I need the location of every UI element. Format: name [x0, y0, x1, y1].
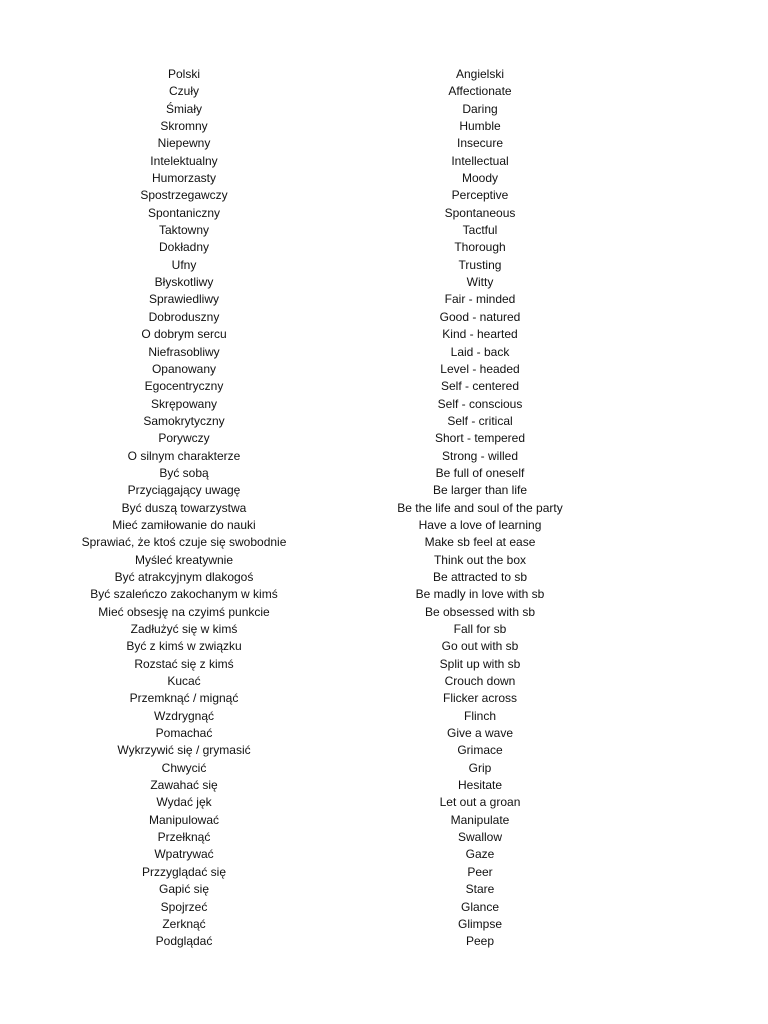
english-term: Humble — [459, 119, 501, 134]
polish-term: O dobrym sercu — [141, 327, 227, 342]
table-row — [0, 586, 768, 603]
polish-term: Spojrzeć — [160, 899, 208, 914]
polish-term: Spostrzegawczy — [140, 188, 228, 203]
english-term: Self - critical — [447, 413, 513, 428]
polish-term: Porywczy — [158, 431, 210, 446]
table-row — [0, 465, 768, 482]
english-term: Intellectual — [451, 153, 509, 168]
table-row — [0, 638, 768, 655]
english-term: Grip — [468, 760, 492, 775]
english-term: Daring — [462, 101, 498, 116]
table-row — [0, 690, 768, 707]
english-term: Fall for sb — [453, 622, 507, 636]
polish-term: Manipulować — [148, 812, 220, 827]
english-term: Flicker across — [442, 691, 518, 706]
table-row — [0, 881, 768, 898]
polish-term: Przyciągający uwagę — [127, 483, 241, 498]
polish-term: Egocentryczny — [144, 379, 224, 394]
english-term: Let out a groan — [439, 795, 521, 810]
english-term: Be larger than life — [432, 483, 528, 498]
polish-term: Dobroduszny — [148, 309, 220, 324]
polish-term: Zerknąć — [162, 916, 206, 931]
table-row — [0, 448, 768, 465]
vocabulary-table — [0, 66, 768, 951]
table-row — [0, 222, 768, 239]
english-term: Laid - back — [450, 344, 510, 359]
english-term: Thorough — [454, 240, 506, 255]
polish-term: Dokładny — [158, 240, 210, 255]
table-row — [0, 500, 768, 517]
english-term: Kind - hearted — [442, 327, 518, 342]
polish-term: Być szaleńczo zakochanym w kimś — [90, 587, 278, 602]
polish-term: Być sobą — [159, 465, 209, 480]
polish-term: Chwycić — [161, 760, 207, 775]
table-row — [0, 413, 768, 430]
english-term: Manipulate — [450, 812, 510, 827]
english-term: Go out with sb — [441, 639, 519, 654]
table-row — [0, 864, 768, 881]
polish-term: Mieć obsesję na czyimś punkcie — [98, 604, 270, 619]
table-row — [0, 135, 768, 152]
table-row — [0, 344, 768, 361]
polish-term: Humorzasty — [151, 171, 217, 186]
table-row — [0, 396, 768, 413]
english-term: Peer — [467, 864, 493, 879]
polish-term: Ufny — [171, 257, 197, 272]
english-term: Be attracted to sb — [432, 569, 528, 584]
polish-term: Przemknąć / mignąć — [129, 691, 239, 706]
english-term: Glimpse — [457, 916, 503, 931]
english-term: Perceptive — [451, 188, 509, 203]
english-term: Give a wave — [446, 726, 514, 741]
polish-term: Gapić się — [158, 882, 210, 897]
table-row — [0, 118, 768, 135]
polish-term: Przełknąć — [157, 830, 211, 845]
table-row — [0, 899, 768, 916]
polish-term: Błyskotliwy — [154, 275, 214, 290]
polish-term: Mieć zamiłowanie do nauki — [112, 517, 256, 532]
table-row — [0, 725, 768, 742]
polish-term: Śmiały — [165, 101, 203, 116]
table-row — [0, 205, 768, 222]
polish-term: O silnym charakterze — [127, 448, 241, 463]
english-term: Gaze — [465, 847, 495, 862]
polish-term: Sprawiać, że ktoś czuje się swobodnie — [81, 535, 287, 550]
table-row — [0, 482, 768, 499]
table-row — [0, 257, 768, 274]
english-term: Make sb feel at ease — [424, 535, 536, 550]
table-row — [0, 187, 768, 204]
english-term: Short - tempered — [434, 431, 526, 446]
polish-term: Być atrakcyjnym dlakogoś — [114, 569, 254, 584]
polish-term: Pomachać — [155, 726, 213, 741]
polish-term: Wykrzywić się / grymasić — [117, 743, 251, 758]
table-row — [0, 812, 768, 829]
table-row — [0, 534, 768, 551]
english-term: Good - natured — [439, 309, 521, 324]
table-row — [0, 656, 768, 673]
polish-term: Skromny — [160, 119, 208, 134]
column-header-polish: Polski — [167, 67, 201, 81]
english-term: Grimace — [457, 743, 503, 758]
polish-term: Podglądać — [155, 934, 213, 949]
english-term: Split up with sb — [439, 656, 521, 671]
polish-term: Spontaniczny — [147, 205, 221, 220]
polish-term: Niepewny — [157, 136, 211, 151]
english-term: Tactful — [462, 223, 498, 238]
table-row — [0, 326, 768, 343]
table-row — [0, 742, 768, 759]
polish-term: Być duszą towarzystwa — [121, 500, 247, 515]
polish-term: Być z kimś w związku — [126, 639, 242, 654]
english-term: Be obsessed with sb — [424, 604, 536, 619]
table-row — [0, 794, 768, 811]
english-term: Insecure — [456, 136, 504, 151]
english-term: Strong - willed — [441, 448, 519, 463]
table-body — [0, 83, 768, 950]
table-row — [0, 829, 768, 846]
polish-term: Wzdrygnąć — [153, 708, 215, 723]
table-row — [0, 309, 768, 326]
polish-term: Myśleć kreatywnie — [134, 552, 234, 567]
english-term: Affectionate — [448, 84, 512, 99]
english-term: Spontaneous — [444, 205, 516, 220]
english-term: Think out the box — [433, 552, 527, 567]
table-row — [0, 708, 768, 725]
table-row — [0, 274, 768, 291]
english-term: Flinch — [463, 708, 497, 723]
table-row — [0, 101, 768, 118]
table-row — [0, 170, 768, 187]
polish-term: Czuły — [168, 84, 200, 99]
table-row — [0, 552, 768, 569]
english-term: Fair - minded — [444, 292, 516, 307]
polish-term: Przzyglądać się — [141, 864, 227, 879]
english-term: Level - headed — [440, 361, 520, 376]
english-term: Hesitate — [457, 778, 503, 793]
english-term: Glance — [460, 899, 500, 914]
english-term: Stare — [465, 882, 495, 897]
english-term: Swallow — [457, 830, 503, 845]
polish-term: Kucać — [167, 674, 201, 689]
polish-term: Sprawiedliwy — [148, 292, 220, 307]
table-row — [0, 153, 768, 170]
table-row — [0, 291, 768, 308]
table-row — [0, 916, 768, 933]
english-term: Have a love of learning — [418, 517, 542, 532]
table-row — [0, 517, 768, 534]
table-row — [0, 621, 768, 638]
polish-term: Wydać jęk — [156, 795, 212, 810]
polish-term: Zawahać się — [150, 778, 218, 793]
polish-term: Samokrytyczny — [143, 413, 225, 428]
english-term: Crouch down — [444, 674, 516, 689]
table-row — [0, 239, 768, 256]
polish-term: Rozstać się z kimś — [134, 656, 234, 671]
column-header-english: Angielski — [455, 67, 505, 81]
polish-term: Taktowny — [158, 223, 210, 238]
table-header-row — [0, 66, 768, 83]
english-term: Self - centered — [440, 379, 520, 394]
table-row — [0, 378, 768, 395]
polish-term: Niefrasobliwy — [148, 344, 220, 359]
english-term: Trusting — [458, 257, 502, 272]
english-term: Self - conscious — [437, 396, 523, 411]
english-term: Peep — [465, 934, 495, 949]
table-row — [0, 83, 768, 100]
table-row — [0, 604, 768, 621]
english-term: Moody — [461, 171, 499, 186]
english-term: Be the life and soul of the party — [397, 500, 563, 515]
table-row — [0, 430, 768, 447]
polish-term: Opanowany — [151, 361, 217, 376]
english-term: Be full of oneself — [435, 465, 525, 480]
table-row — [0, 673, 768, 690]
english-term: Be madly in love with sb — [415, 587, 545, 602]
table-row — [0, 846, 768, 863]
polish-term: Wpatrywać — [154, 847, 214, 862]
table-row — [0, 361, 768, 378]
table-row — [0, 933, 768, 950]
polish-term: Zadłużyć się w kimś — [130, 622, 238, 636]
polish-term: Skrępowany — [150, 396, 218, 411]
table-row — [0, 569, 768, 586]
table-row — [0, 760, 768, 777]
english-term: Witty — [466, 275, 494, 290]
polish-term: Intelektualny — [150, 153, 218, 168]
table-row — [0, 777, 768, 794]
